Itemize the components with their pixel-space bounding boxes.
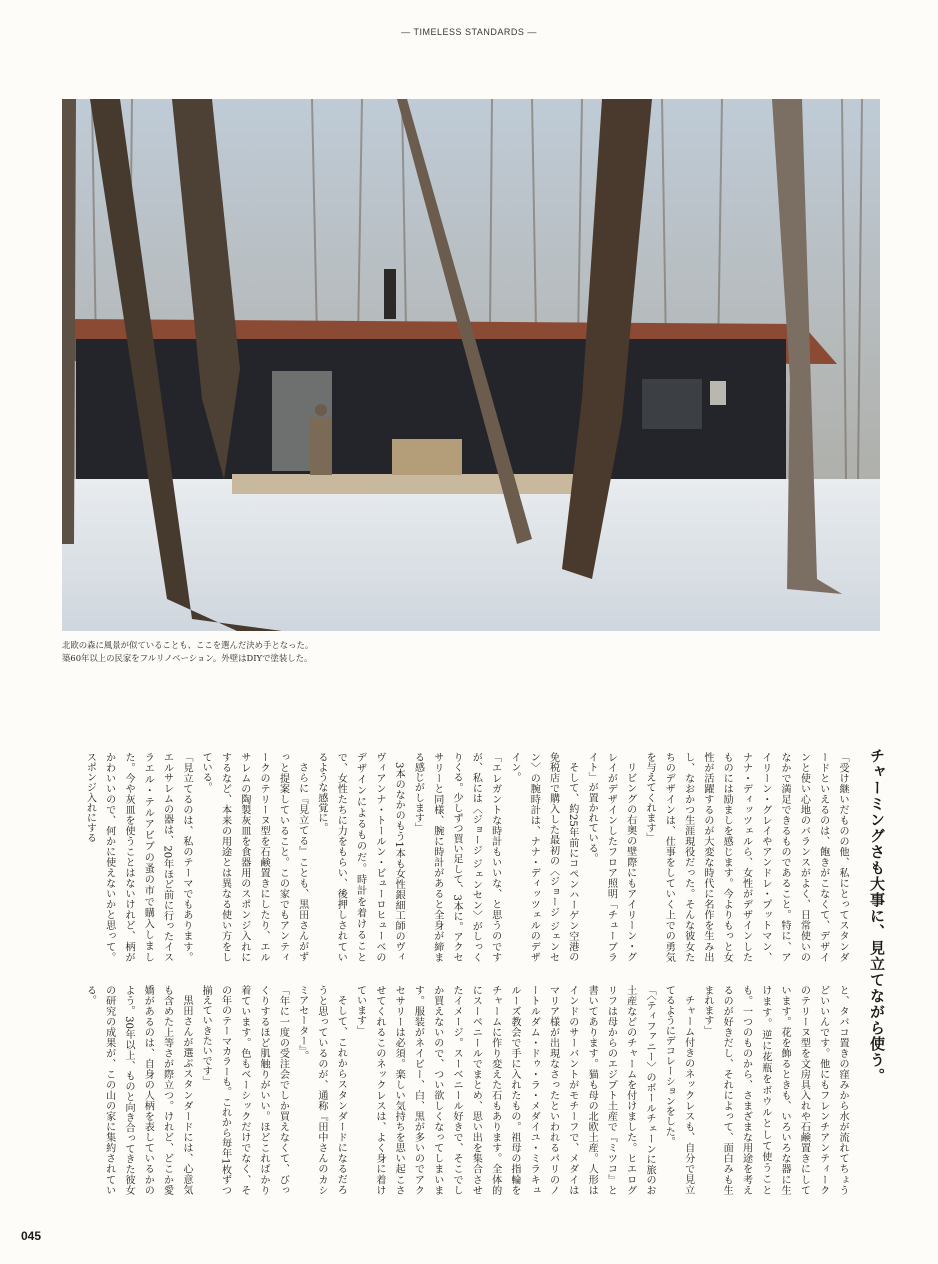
paragraph: 「見立てるのは、私のテーマでもあります。エルサレムの器は、20年ほど前に行ったイスラエル・テルアビブの蚤の市で購入しました。今や灰皿を使うことはないけれど、柄がかわいいので、何かに使えないかと思って。スポンジ入れにする — [84, 752, 192, 962]
caption-line-1: 北欧の森に風景が似ていることも、ここを選んだ決め手となった。 — [62, 640, 314, 650]
paragraph: 3本のなかのもう1本も女性銀細工師のヴィヴィアンナ・トールン・ビューロヒューベのデザインによるものだ。時計を着けることで、女性たちに力をもらい、後押しされているような感覚に。 — [315, 752, 405, 962]
page-number: 045 — [21, 1229, 42, 1243]
caption-line-2: 築60年以上の民家をフルリノベーション。外壁はDIYで塗装した。 — [62, 653, 313, 663]
article-column-2 — [72, 985, 852, 1195]
paragraph: 「年に一度の受注会でしか買えなくて、びっくりするほど肌触りがいい。ほどこればかり着ています。色もベーシックだけでなく、その年のテーマカラーも。これから毎年1枚ずつ揃えていきたいです」 — [200, 985, 289, 1195]
photo-caption — [62, 639, 662, 665]
paragraph: 「〈ティファニー〉のボールチェーンに旅のお土産などのチャームを付けました。ヒエログリフは母からのエジプト土産で『ミツコ』と書いてあります。猫も母の北欧土産。人形はインドのサーバントがモチーフで、メダイはマリア様が出現なさったといわれるパリのノートルダム・ドゥ・ラ・メダイユ・ミラキュルーズ教会で手に入れたもの。祖母の指輪をチャームに作り変えた石もあります。全体的にスーベニールでまとめ、思い出を集合させたイメージ。スーベニール好きで、そこでしか買えないので、つい欲しくなってしまいます。服装がネイビー、白、黒が多いのでアクセサリーは必須。楽しい気持ちを思い起こさせてくれるこのネックレスは、よく身に着けています」 — [354, 985, 656, 1195]
cabin-in-snowy-forest-photo — [62, 99, 880, 631]
paragraph: さらに『見立てる』ことも、黒田さんがずっと提案していること。この家でもアンティークのテリーヌ型を石鹸置きにしたり、エルサレムの陶製灰皿を食器用のスポンジ入れにするなど、本来の用途とは異なる使い方をしている。 — [200, 752, 308, 962]
article-column-1 — [72, 752, 852, 962]
section-header: — TIMELESS STANDARDS — — [401, 27, 537, 37]
paragraph: 「受け継いだものの他、私にとってスタンダードといえるのは、飽きがこなくて、デザインと使い心地のバランスがよく、日常使いのなかで満足できるものであること。特に、アイリーン・グレイやアンドレ・プットマン、ナナ・ディッツェルら、女性がデザインしたものには励ましを感じます。今よりもっと女性が活躍するのが大変な時代に名作を生み出し、なおかつ生涯現役だった。そんな彼女たちのデザインは、仕事をしていく上での勇気を与えてくれます」 — [644, 752, 848, 962]
paragraph: 黒田さんが選ぶスタンダードには、心意気も含めた上等さが際立つ。けれど、どこか愛嬌があるのは、自身の人柄を表しているかのよう。30年以上、ものと向き合ってきた彼女の研究の成果が、この山の家に集約されている。 — [84, 985, 192, 1195]
paragraph: と、タバコ置きの窪みから水が流れてちょうどいいんです。他にもフレンチアンティークのテリーヌ型を文房具入れや石鹸置きにしています。花を飾るときも、いろいろな器に生けます。逆に花瓶をボウルとして使うことも。一つのものから、さまざまな用途を考えるのが好きだし、それによって、面白みも生まれます」 — [701, 985, 848, 1195]
paragraph: 「エレガントな時計もいいな、と思うのですが、私には〈ジョージ ジェンセン〉がしっくりくる。少しずつ買い足して、3本に。アクセサリーと同様、腕に時計があると全身が締まる感じがします」 — [412, 752, 501, 962]
paragraph: チャーム付きのネックレスも、自分で見立てるようにデコレーションをした。 — [663, 985, 694, 1195]
article-headline: チャーミングさも大事に、見立てながら使う。 — [868, 748, 886, 1084]
paragraph: そして、約25年前にコペンハーゲン空港の免税店で購入した最初の〈ジョージ ジェンセン〉の腕時計は、ナナ・ディッツェルのデザイン。 — [508, 752, 578, 962]
paragraph: リビングの右奥の壁際にもアイリーン・グレイがデザインしたフロア照明「チューブライト」が置かれている。 — [586, 752, 636, 962]
paragraph: そして、これからスタンダードになるだろうと思っているのが、通称『田中さんのカシミアセーター』。 — [296, 985, 347, 1195]
